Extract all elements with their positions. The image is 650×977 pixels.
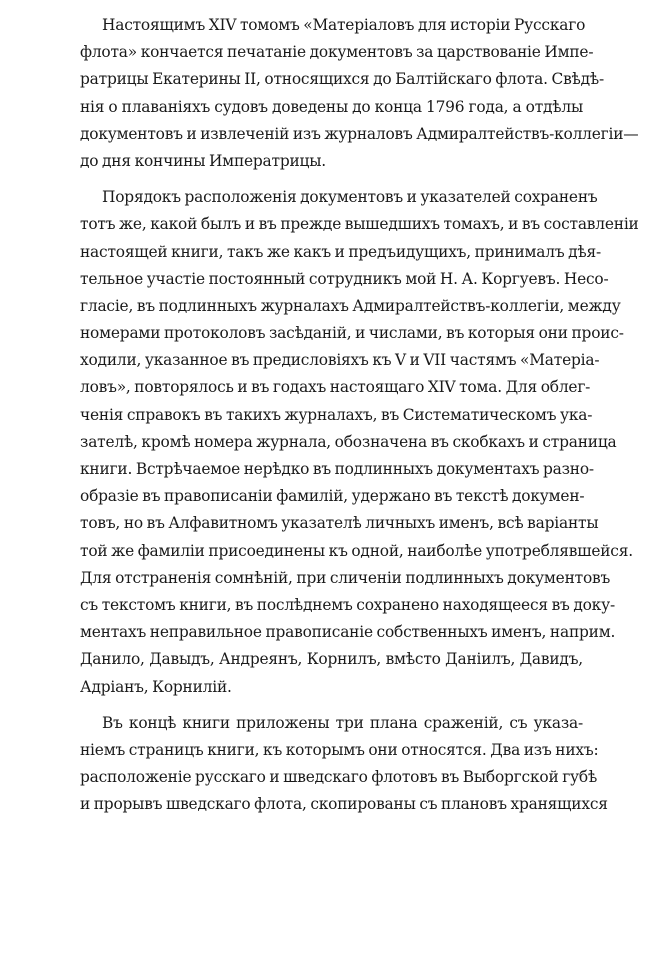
text-line: ратрицы Екатерины II, относящихся до Балтійскаго флота. Свѣдѣ- [80, 70, 604, 89]
text-line: и прорывъ шведскаго флота, скопированы съ плановъ хранящихся [80, 795, 608, 814]
paragraph-3 [80, 710, 608, 819]
text-line: съ текстомъ книги, въ послѣднемъ сохранено находящееся въ доку- [80, 595, 615, 614]
text-line: ходили, указанное въ предисловіяхъ къ V и VII частямъ «Матеріа- [80, 351, 600, 370]
text-line: товъ, но въ Алфавитномъ указателѣ личныхъ именъ, всѣ варіанты [80, 514, 599, 533]
text-line: нія о плаваніяхъ судовъ доведены до конца 1796 года, а отдѣлы [80, 97, 583, 116]
text-line: той же фамиліи присоединены къ одной, наиболѣе употреблявшейся. [80, 541, 633, 560]
text-line: ніемъ страницъ книги, къ которымъ они относятся. Два изъ нихъ: [80, 740, 599, 759]
text-line: тельное участіе постоянный сотрудникъ мой Н. А. Коргуевъ. Несо- [80, 269, 609, 288]
text-line: документовъ и извлеченій изъ журналовъ Адмиралтействъ-коллегіи— [80, 124, 639, 143]
text-line: ментахъ неправильное правописаніе собственныхъ именъ, наприм. [80, 623, 616, 642]
text-line: флота» кончается печатаніе документовъ за царствованіе Импе- [80, 43, 594, 62]
text-line: номерами протоколовъ засѣданій, и числами, въ которыя они проис- [80, 324, 624, 343]
paragraph-1 [80, 12, 639, 175]
document-page [80, 12, 639, 827]
text-line: книги. Встрѣчаемое нерѣдко въ подлинныхъ документахъ разно- [80, 460, 594, 478]
text-line: образіе въ правописаніи фамилій, удержано въ текстѣ докумен- [80, 487, 585, 506]
text-line: расположеніе русскаго и шведскаго флотовъ въ Выборгской губѣ [80, 768, 598, 787]
text-line: до дня кончины Императрицы. [80, 151, 326, 170]
text-line: тотъ же, какой былъ и въ прежде вышедшихъ томахъ, и въ составленіи [80, 215, 639, 234]
text-line: Порядокъ расположенія документовъ и указателей сохраненъ [102, 188, 598, 207]
text-line: Адріанъ, Корнилій. [80, 677, 232, 696]
text-line: настоящей книги, такъ же какъ и предъидущихъ, принималъ дѣя- [80, 242, 602, 261]
text-line: Настоящимъ XIV томомъ «Матеріаловъ для исторіи Русскаго [102, 16, 586, 34]
text-line: ченія справокъ въ такихъ журналахъ, въ Систематическомъ ука- [80, 405, 593, 424]
text-line: зателѣ, кромѣ номера журнала, обозначена въ скобкахъ и страница [80, 432, 617, 451]
text-line: Данило, Давыдъ, Андреянъ, Корнилъ, вмѣсто Даніилъ, Давидъ, [80, 650, 583, 669]
text-line: Для отстраненія сомнѣній, при сличеніи подлинныхъ документовъ [80, 568, 611, 587]
text-line: Въ концѣ книги приложены три плана сраженій, съ указа- [102, 713, 583, 732]
text-line: гласіе, въ подлинныхъ журналахъ Адмиралтействъ-коллегіи, между [80, 296, 621, 315]
text-line: ловъ», повторялось и въ годахъ настоящаго XIV тома. Для облег- [80, 378, 591, 397]
paragraph-2 [80, 184, 639, 701]
